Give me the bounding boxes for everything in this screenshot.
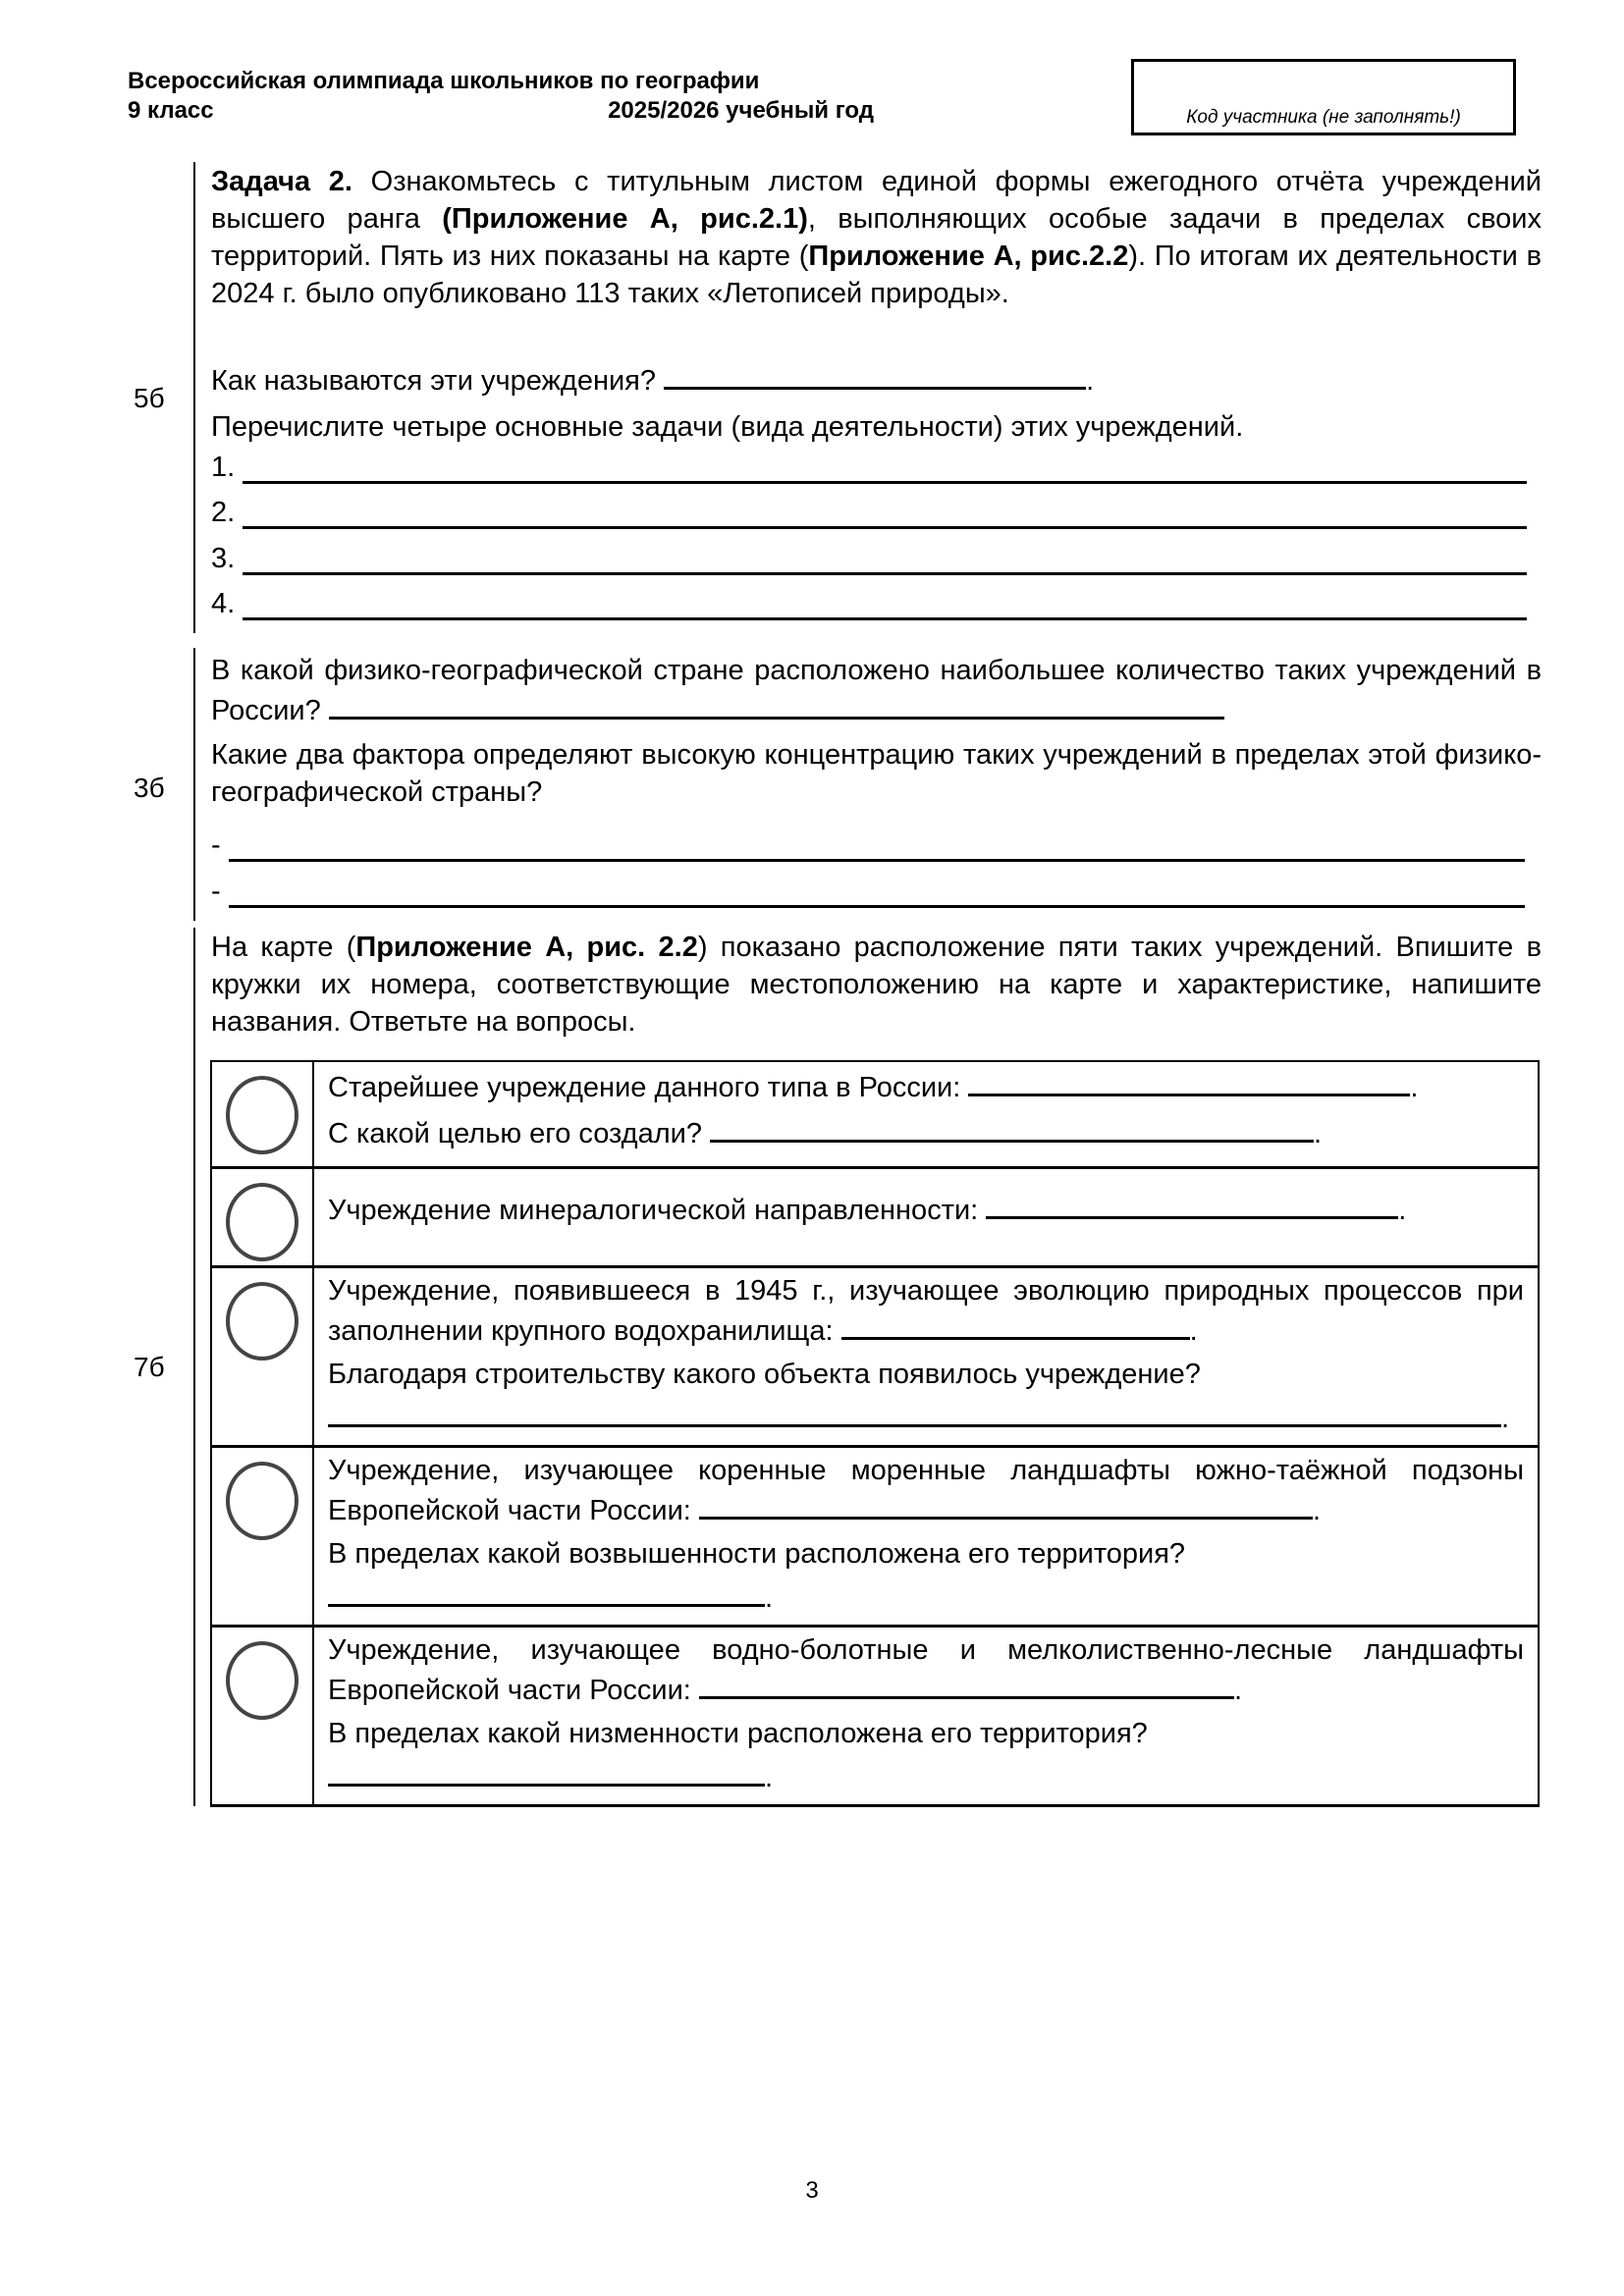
- page-header: [128, 67, 874, 126]
- question-country-text: В какой физико-географической стране расположено наибольшее количество таких учреждений в России?: [211, 655, 1542, 726]
- number-circle[interactable]: [226, 1641, 298, 1720]
- participant-code-box[interactable]: [1131, 59, 1516, 135]
- row-question: Благодаря строительству какого объекта появилось учреждение?: [328, 1358, 1201, 1390]
- section1-score: 5б: [134, 383, 165, 413]
- answer-factor-1[interactable]: [211, 829, 1525, 862]
- map-intro-text-2: ) показано расположение пяти таких учреждений. Впишите в кружки их номера, соответствующие местоположению на карте и характеристике, напишите названия. Ответьте на вопросы.: [211, 932, 1543, 1038]
- item-number: 1.: [211, 452, 236, 483]
- appendix-ref-2-2: Приложение А, рис.2.2: [808, 240, 1129, 272]
- answer-blank[interactable]: [986, 1189, 1398, 1219]
- row-text: Старейшее учреждение данного типа в России:: [328, 1072, 961, 1103]
- question-factors: Какие два фактора определяют высокую концентрацию таких учреждений в пределах этой физико-географической страны?: [211, 739, 1542, 808]
- row-text: Учреждение минералогической направленности:: [328, 1194, 979, 1226]
- number-circle[interactable]: [226, 1462, 298, 1540]
- period: .: [1501, 1402, 1510, 1434]
- answer-line[interactable]: [243, 588, 1527, 620]
- question-country: [211, 652, 1542, 729]
- intro-text-1: Ознакомьтесь с титульным листом единой формы ежегодного отчёта учреждений высшего ранга: [211, 166, 1543, 235]
- period: .: [765, 1581, 774, 1614]
- participant-code-label: Код участника (не заполнять!): [1186, 107, 1461, 128]
- item-number: 3.: [211, 543, 236, 574]
- item-number: 4.: [211, 588, 236, 619]
- appendix-ref-2-1: (Приложение А, рис.2.1): [442, 203, 808, 235]
- period: .: [1314, 1118, 1323, 1149]
- table-row: [211, 1167, 1539, 1266]
- answer-blank[interactable]: [699, 1489, 1313, 1520]
- period: .: [1398, 1194, 1407, 1226]
- answer-country[interactable]: [329, 689, 1224, 720]
- answer-task-2[interactable]: [211, 497, 1527, 529]
- section2-margin-line: [193, 648, 195, 921]
- answer-blank[interactable]: [328, 1576, 765, 1607]
- map-intro-text-1: На карте (: [211, 932, 356, 963]
- page-number: 3: [805, 2177, 819, 2204]
- table-row: [211, 1061, 1539, 1167]
- section3-margin-line: [193, 928, 195, 1806]
- period: .: [765, 1761, 774, 1793]
- period: .: [1410, 1072, 1419, 1103]
- grade-label: 9 класс: [128, 97, 214, 124]
- question-name-text: Как называются эти учреждения?: [211, 365, 656, 397]
- answer-blank[interactable]: [328, 1397, 1501, 1427]
- period: .: [1086, 365, 1095, 397]
- row-text: Учреждение, появившееся в 1945 г., изучающее эволюцию природных процессов при заполнении крупного водохранилища:: [328, 1274, 1524, 1347]
- appendix-ref-map: Приложение А, рис. 2.2: [355, 932, 698, 963]
- answer-line[interactable]: [229, 876, 1525, 908]
- institutions-table: [210, 1060, 1540, 1807]
- period: .: [1312, 1494, 1321, 1526]
- answer-task-1[interactable]: [211, 452, 1527, 484]
- answer-institution-name[interactable]: [664, 359, 1086, 390]
- answer-blank[interactable]: [968, 1066, 1410, 1096]
- table-row: [211, 1626, 1539, 1805]
- answer-line[interactable]: [243, 452, 1527, 484]
- number-circle[interactable]: [226, 1183, 298, 1261]
- answer-line[interactable]: [243, 543, 1527, 575]
- number-circle[interactable]: [226, 1282, 298, 1361]
- answer-line[interactable]: [229, 829, 1525, 862]
- answer-task-4[interactable]: [211, 588, 1527, 620]
- row-question: В пределах какой низменности расположена его территория?: [328, 1717, 1148, 1749]
- task2-intro: [211, 163, 1542, 312]
- question-tasks: Перечислите четыре основные задачи (вида деятельности) этих учреждений.: [211, 411, 1244, 443]
- section3-score: 7б: [134, 1352, 165, 1382]
- row-text: Учреждение, изучающее водно-болотные и мелколиственно-лесные ландшафты Европейской части России:: [328, 1633, 1524, 1706]
- answer-blank[interactable]: [328, 1756, 765, 1787]
- intro-text-3: ). По итогам их деятельности в 2024 г. было опубликовано 113 таких «Летописей природы».: [211, 240, 1542, 309]
- row-question: В пределах какой возвышенности расположена его территория?: [328, 1537, 1186, 1570]
- dash: -: [211, 829, 221, 861]
- row-question: С какой целью его создали?: [328, 1118, 702, 1149]
- map-task-intro: [211, 929, 1542, 1041]
- school-year: 2025/2026 учебный год: [608, 97, 874, 124]
- intro-text-2: , выполняющих особые задачи в пределах своих территорий. Пять из них показаны на карте (: [211, 203, 1542, 272]
- olympiad-title: Всероссийская олимпиада школьников по географии: [128, 68, 760, 94]
- answer-line[interactable]: [243, 497, 1527, 529]
- item-number: 2.: [211, 497, 236, 528]
- table-row: [211, 1266, 1539, 1446]
- period: .: [1233, 1674, 1242, 1706]
- section2-score: 3б: [134, 773, 165, 803]
- dash: -: [211, 876, 221, 907]
- question-name: [211, 359, 1542, 400]
- answer-blank[interactable]: [710, 1112, 1314, 1143]
- row-text: Учреждение, изучающее коренные моренные ландшафты южно-таёжной подзоны Европейской части России:: [328, 1454, 1524, 1526]
- task-label: Задача 2.: [211, 166, 352, 197]
- answer-task-3[interactable]: [211, 543, 1527, 575]
- answer-blank[interactable]: [699, 1669, 1234, 1699]
- table-row: [211, 1446, 1539, 1626]
- number-circle[interactable]: [226, 1076, 298, 1154]
- period: .: [1189, 1314, 1198, 1347]
- answer-blank[interactable]: [841, 1309, 1190, 1340]
- section1-margin-line: [193, 162, 195, 633]
- answer-factor-2[interactable]: [211, 876, 1525, 908]
